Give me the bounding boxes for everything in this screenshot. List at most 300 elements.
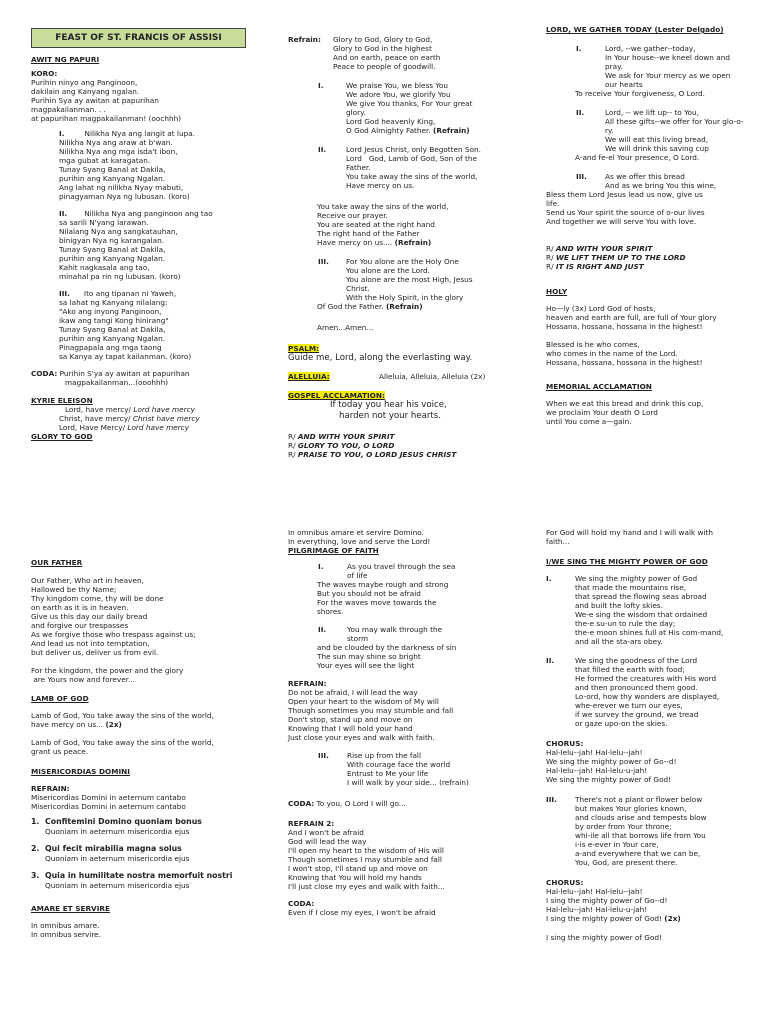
verse-line: We praise You, we bless You xyxy=(346,81,448,90)
lamb-line: grant us peace. xyxy=(31,747,89,756)
gospel-label: GOSPEL ACCLAMATION: xyxy=(288,391,385,400)
verse-number: II. xyxy=(59,209,68,218)
verse-number: III. xyxy=(546,795,557,804)
kyrie-heading: KYRIE ELEISON xyxy=(31,396,93,405)
verse-lines xyxy=(605,108,768,153)
verse-lines xyxy=(605,172,768,190)
coda-label: CODA: xyxy=(288,799,315,808)
numbered-verse-title xyxy=(31,817,266,827)
memorial-line: we proclaim Your death O Lord xyxy=(546,408,658,417)
verse-3 xyxy=(546,172,768,190)
continued-line: In everything, love and serve the Lord! xyxy=(288,537,431,546)
memorial-line: until You come a—gain. xyxy=(546,417,632,426)
refrain-line: And on earth, peace on earth xyxy=(333,53,441,62)
memorial-line: When we eat this bread and drink this cup, xyxy=(546,399,704,408)
lamb-line: Lamb of God, You take away the sins of the world, xyxy=(31,711,214,720)
verse-line: life. xyxy=(546,199,560,208)
verse-line: Entrust to Me your life xyxy=(347,769,429,778)
verse-lines xyxy=(347,625,518,643)
verse-line: Lord, -- we lift up-- to You, xyxy=(605,108,699,117)
verse-line: We sing the goodness of the Lord xyxy=(575,656,698,665)
koro-line: Purihin ninyo ang Panginoon, xyxy=(31,78,138,87)
verse-response: Quoniam in aeternum misericordia ejus xyxy=(45,854,190,863)
verse-number: I. xyxy=(59,129,65,138)
prayer-line: on earth as it is in heaven. xyxy=(31,603,129,612)
verse-lines xyxy=(31,298,261,361)
chorus-line: Hal-lelu--jah! Hal-lelu-u-jah! xyxy=(546,766,648,775)
verse-line: Have mercy on us.... xyxy=(317,238,395,247)
verse-line: glory. xyxy=(346,108,366,117)
verse-line: Tunay Syang Banal at Dakila, xyxy=(59,245,166,254)
refrain-line: Though sometimes you may stumble and fall xyxy=(288,706,454,715)
verse-line: O God Almighty Father. xyxy=(346,126,433,135)
lamb-line: Lamb of God, You take away the sins of the world, xyxy=(31,738,214,747)
verse-line: the-e moon shines full at His com-mand, xyxy=(575,628,724,637)
verse-line: We sing the mighty power of God xyxy=(575,574,698,583)
prayer-line: As we forgive those who trespass against us; xyxy=(31,630,196,639)
verse-line: a-and everywhere that we can be, xyxy=(575,849,701,858)
verse-number: III. xyxy=(318,751,329,760)
prayer-line xyxy=(31,657,266,666)
verse-line: that filled the earth with food; xyxy=(575,665,685,674)
alleluia xyxy=(288,372,518,381)
kyrie-line xyxy=(31,405,261,414)
verse-line: I will walk by your side... (refrain) xyxy=(347,778,469,787)
refrain-line: Though sometimes I may stumble and fall xyxy=(288,855,442,864)
koro-line: at papurihan magpakailanman! (oochhh) xyxy=(31,114,182,123)
kyrie-line xyxy=(31,423,261,432)
verse-line: that spread the flowing seas abroad xyxy=(575,592,707,601)
prayer-line: Thy kingdom come, thy will be done xyxy=(31,594,164,603)
psalm-text: Guide me, Lord, along the everlasting way. xyxy=(288,353,473,363)
verse-line: Send us Your spirit the source of o-our lives xyxy=(546,208,705,217)
prayer-line: are Yours now and forever... xyxy=(31,675,136,684)
response-text: AND WITH YOUR SPIRIT xyxy=(555,244,653,253)
verse-lines xyxy=(347,562,518,580)
verse-line: We adore You, we glorify You xyxy=(346,90,451,99)
verse-number: I. xyxy=(576,44,582,53)
refrain-line: I'll open my heart to the wisdom of His will xyxy=(288,846,444,855)
verse-line: For You alone are the Holy One xyxy=(346,257,459,266)
refrain-line: Knowing that I will hold your hand xyxy=(288,724,413,733)
verse-number: III. xyxy=(318,257,329,266)
gloria-verse-2 xyxy=(288,145,518,190)
verse-line: and then pronounced them good. xyxy=(575,683,698,692)
coda2-label: CODA: xyxy=(288,899,315,908)
verse-line: With courage face the world xyxy=(347,760,451,769)
memorial-lines xyxy=(546,399,768,426)
verse-lines xyxy=(346,257,518,302)
verse-lines xyxy=(605,44,768,89)
lamb-repeat: (2x) xyxy=(105,720,122,729)
verse-number: II. xyxy=(318,145,327,154)
chorus-line: We sing the mighty power of God! xyxy=(546,775,672,784)
refrain2-label: REFRAIN 2: xyxy=(288,819,335,828)
refrain-label: REFRAIN: xyxy=(31,784,70,793)
verse-lines xyxy=(347,751,518,787)
chorus-repeat: (2x) xyxy=(664,914,681,923)
verse-line: The sun may shine so bright xyxy=(317,652,421,661)
response-prefix: R/ xyxy=(288,432,298,441)
refrain-line: Don't stop, stand up and move on xyxy=(288,715,413,724)
verse-line: Bless them Lord Jesus lead us now, give us xyxy=(546,190,703,199)
lord-we-gather-section xyxy=(546,25,768,426)
verse-line: Nilikha Nya ang langit at lupa. xyxy=(84,129,195,138)
continued-lines xyxy=(288,528,518,546)
verse-line: sa lahat ng Kanyang nilalang: xyxy=(59,298,168,307)
verse-line: Kahit nagkasala ang tao, xyxy=(59,263,150,272)
chorus-label: CHORUS: xyxy=(546,878,584,887)
verse-lines xyxy=(575,795,768,867)
refrain-line: Just close your eyes and walk with faith. xyxy=(288,733,435,742)
mighty-power-section xyxy=(546,528,768,942)
verse-line: Lord God, Lamb of God, Son of the xyxy=(346,154,477,163)
chorus-line: We sing the mighty power of Go--d! xyxy=(546,757,677,766)
verse-line: Rise up from the fall xyxy=(347,751,421,760)
verse-number: II. xyxy=(318,625,327,634)
glory-heading: GLORY TO GOD xyxy=(31,432,93,441)
verse-line: Ito ang tipanan ni Yaweh, xyxy=(83,289,177,298)
amen: Amen...Amen... xyxy=(317,323,374,332)
refrain-line: Misericordias Domini in aeternum cantabo xyxy=(31,793,186,802)
coda-label: CODA: xyxy=(31,369,58,378)
alleluia-text: Alleluia, Alleluia, Alleluia (2x) xyxy=(379,372,486,381)
our-father-section xyxy=(31,558,266,939)
verse-number: 2. xyxy=(31,844,40,853)
verse-line: shores. xyxy=(317,607,344,616)
refrain-line: Knowing that You will hold my hands xyxy=(288,873,422,882)
chorus-lines xyxy=(546,748,768,784)
chorus-line: Hal-lelu--jah! Hal-lelu--jah! xyxy=(546,748,643,757)
misericordias-verses xyxy=(31,817,266,890)
awit-ng-papuri-section xyxy=(31,55,261,441)
verse-line: purihin ang Kanyang Ngalan. xyxy=(59,174,166,183)
gloria-section xyxy=(288,35,518,459)
verse-line: The right hand of the Father xyxy=(317,229,420,238)
refrain-lines xyxy=(288,35,518,71)
verse-number: I. xyxy=(318,562,324,571)
chorus-label: CHORUS: xyxy=(546,739,584,748)
verse-line: minahal pa rin ng lubusan. (koro) xyxy=(59,272,181,281)
kyrie-lines xyxy=(31,405,261,432)
verse-line: "Ako ang inyong Panginoon, xyxy=(59,307,162,316)
verse-line: sa sarili N'yang larawan. xyxy=(59,218,149,227)
verse-number: III. xyxy=(59,289,70,298)
response-text: AND WITH YOUR SPIRIT xyxy=(297,432,395,441)
verse-line: We-e sing the wisdom that ordained xyxy=(575,610,708,619)
verse-line: if we survey the ground, we tread xyxy=(575,710,699,719)
verse-lines xyxy=(575,574,768,646)
refrain-label: Refrain: xyxy=(288,35,321,44)
verse-line: You may walk through the xyxy=(347,625,443,634)
holy-lines xyxy=(546,304,768,367)
verse-line: Have mercy on us. xyxy=(346,181,415,190)
verse-line: Lo-ord, how thy wonders are displayed, xyxy=(575,692,720,701)
verse-line: Receive our prayer. xyxy=(317,211,388,220)
verse-line: He formed the creatures with His word xyxy=(575,674,717,683)
verse-line: purihin ang Kanyang Ngalan. xyxy=(59,334,166,343)
response-text: GLORY TO YOU, O LORD xyxy=(297,441,395,450)
response-prefix: R/ xyxy=(546,262,556,271)
verse-lines xyxy=(288,643,518,670)
refrain-line: Misericordias Domini in aeternum cantabo xyxy=(31,802,186,811)
psalm xyxy=(288,344,518,364)
memorial-heading: MEMORIAL ACCLAMATION xyxy=(546,382,652,391)
verse-number: II. xyxy=(546,656,555,665)
verse-lines xyxy=(346,81,518,126)
prayer-line: and forgive our trespasses xyxy=(31,621,129,630)
kyrie-call: Christ, have mercy/ xyxy=(59,414,133,423)
section-heading: LORD, WE GATHER TODAY (Lester Delgado) xyxy=(546,25,724,34)
response-line xyxy=(288,450,518,459)
verse-number: III. xyxy=(576,172,587,181)
verse-line: Nilikha Nya ang mga isda't ibon, xyxy=(59,147,178,156)
verse-3 xyxy=(546,795,768,867)
verse-lines xyxy=(31,218,261,281)
pilgrimage-heading: PILGRIMAGE OF FAITH xyxy=(288,546,379,555)
verse-line: Christ. xyxy=(346,284,370,293)
page-title: FEAST OF ST. FRANCIS OF ASSISI xyxy=(31,28,246,48)
verse-line: but makes Your glories known, xyxy=(575,804,687,813)
koro-line: Purihin Sya ay awitan at papurihan xyxy=(31,96,159,105)
verse-3 xyxy=(31,289,261,361)
verse-title: Qui fecit mirabilia magna solus xyxy=(45,844,182,853)
verse-lines xyxy=(31,138,261,201)
kyrie-line xyxy=(31,414,261,423)
verse-line: Of God the Father. xyxy=(317,302,386,311)
pilgrimage-section xyxy=(288,528,518,917)
refrain-label: REFRAIN: xyxy=(288,679,327,688)
response-text: PRAISE TO YOU, O LORD JESUS CHRIST xyxy=(297,450,457,459)
verse-line: All these gifts--we offer for Your glo-o- xyxy=(605,117,744,126)
chorus-lines xyxy=(546,887,768,914)
chorus-line: I sing the mighty power of God! xyxy=(546,914,665,923)
verse-line: You, God, are present there. xyxy=(575,858,678,867)
verse-number: 1. xyxy=(31,817,40,826)
response-text: WE LIFT THEM UP TO THE LORD xyxy=(555,253,686,262)
gloria-verse-1 xyxy=(288,81,518,135)
amare-lines xyxy=(31,921,266,939)
verse-line: For the waves move towards the xyxy=(317,598,437,607)
lamb-heading: LAMB OF GOD xyxy=(31,694,89,703)
verse-line: We ask for Your mercy as we open xyxy=(605,71,731,80)
numbered-verse xyxy=(31,817,266,836)
response-line xyxy=(546,262,768,271)
refrain-line: Peace to people of goodwill. xyxy=(333,62,436,71)
holy-line xyxy=(546,331,768,340)
prayer-line: Our Father, Who art in heaven, xyxy=(31,576,144,585)
verse-line: As you travel through the sea xyxy=(347,562,456,571)
koro-line: magpakailanman. . . xyxy=(31,105,106,114)
prayer-line: For the kingdom, the power and the glory xyxy=(31,666,184,675)
refrain-line: I'll just close my eyes and walk with faith... xyxy=(288,882,445,891)
verse-line: sa Kanya ay tapat kailanman. (koro) xyxy=(59,352,192,361)
holy-line: Ho—ly (3x) Lord God of hosts, xyxy=(546,304,656,313)
verse-line: With the Holy Spirit, in the glory xyxy=(346,293,464,302)
verse-line: Lord God heavenly King, xyxy=(346,117,436,126)
holy-line: heaven and earth are full, are full of Your glory xyxy=(546,313,717,322)
verse-lines xyxy=(317,202,518,238)
coda2-text: Even if I close my eyes, I won't be afraid xyxy=(288,908,436,917)
verse-line: Your eyes will see the light xyxy=(317,661,415,670)
continued-line: In omnibus amare et servire Domino. xyxy=(288,528,424,537)
responses xyxy=(546,244,768,271)
verse-line: ry. xyxy=(605,126,614,135)
verse-line: You are seated at the right hand xyxy=(317,220,435,229)
verse-line: Tunay Syang Banal at Dakila, xyxy=(59,165,166,174)
verse-line: and be clouded by the darkness of sin xyxy=(317,643,457,652)
kyrie-response: Lord have mercy xyxy=(127,423,190,432)
refrain-line: Open your heart to the wisdom of My will xyxy=(288,697,439,706)
kyrie-response: Lord have mercy xyxy=(133,405,195,414)
verse-lines xyxy=(546,190,768,226)
verse-line: The waves maybe rough and strong xyxy=(317,580,449,589)
refrain-line: I won't stop, I'll stand up and move on xyxy=(288,864,428,873)
response-prefix: R/ xyxy=(546,253,556,262)
refrain-tag: (Refrain) xyxy=(433,126,470,135)
verse-line: In Your house--we kneel down and xyxy=(605,53,730,62)
response-prefix: R/ xyxy=(288,441,298,450)
verse-line: You take away the sins of the world, xyxy=(317,202,449,211)
prayer-line: Give us this day our daily bread xyxy=(31,612,148,621)
verse-number: II. xyxy=(576,108,585,117)
verse-response: Quoniam in aeternum misericordia ejus xyxy=(45,827,190,836)
refrain2-lines xyxy=(288,828,518,891)
koro-line: dakilain ang Kanyang ngalan. xyxy=(31,87,140,96)
psalm-label: PSALM: xyxy=(288,344,320,353)
verse-line: purihin ang Kanyang Ngalan. xyxy=(59,254,166,263)
verse-line: Nilalang Nya ang sangkatauhan, xyxy=(59,227,178,236)
response-prefix: R/ xyxy=(546,244,556,253)
verse-2 xyxy=(546,656,768,728)
verse-line: And together we will serve You with love. xyxy=(546,217,697,226)
verse-2 xyxy=(31,209,261,281)
holy-line: who comes in the name of the Lord. xyxy=(546,349,678,358)
verse-line: that made the mountains rise, xyxy=(575,583,687,592)
holy-line: Hossana, hossana, hossana in the highest! xyxy=(546,322,703,331)
verse-line: You take away the sins of the world, xyxy=(346,172,478,181)
verse-line: We give You thanks, For Your great xyxy=(346,99,473,108)
response-text: IT IS RIGHT AND JUST xyxy=(555,262,644,271)
prayer-line: And lead us not into temptation, xyxy=(31,639,150,648)
verse-title: Confitemini Domino quoniam bonus xyxy=(45,817,202,826)
verse-line: our hearts xyxy=(605,80,643,89)
verse-line: and built the lofty skies. xyxy=(575,601,663,610)
verse-line: whi-ile all that borrows life from You xyxy=(575,831,706,840)
response-prefix: R/ xyxy=(288,450,298,459)
koro-lines xyxy=(31,78,261,123)
chorus-line: Hal-lelu--jah! Hal-lelu-u-jah! xyxy=(546,905,648,914)
refrain-line: Glory to God in the highest xyxy=(333,44,432,53)
verse-line: You alone are the most High, Jesus xyxy=(346,275,473,284)
amare-line: In omnibus servire. xyxy=(31,930,101,939)
verse-number: I. xyxy=(318,81,324,90)
our-father-heading: OUR FATHER xyxy=(31,558,83,567)
verse-lines xyxy=(346,145,518,190)
verse-line: Ang lahat ng nilikha Nyay mabuti, xyxy=(59,183,184,192)
coda-line: Purihin S'ya ay awitan at papurihan xyxy=(59,369,190,378)
refrain-lines xyxy=(31,793,266,811)
verse-line: But you should not be afraid xyxy=(317,589,421,598)
numbered-verse xyxy=(31,871,266,890)
chorus-line: Hal-lelu--jah! Hal-lelu--jah! xyxy=(546,887,643,896)
verse-line: Nilikha Nya ang panginoon ang tao xyxy=(84,209,213,218)
verse-line: Lord, --we gather--today, xyxy=(605,44,696,53)
verse-line: You alone are the Lord. xyxy=(346,266,430,275)
amare-heading: AMARE ET SERVIRE xyxy=(31,904,111,913)
verse-line: A-and fe-el Your presence, O Lord. xyxy=(575,153,700,162)
numbered-verse-title xyxy=(31,844,266,854)
response-line xyxy=(288,432,518,441)
koro-label: KORO: xyxy=(31,69,58,78)
refrain-line: God will lead the way xyxy=(288,837,367,846)
holy-line: Hossana, hossana, hossana in the highest! xyxy=(546,358,703,367)
verse-line: Father. xyxy=(346,163,371,172)
verse-lines xyxy=(288,580,518,616)
verse-line: We will eat this living bread, xyxy=(605,135,709,144)
gloria-verse-3 xyxy=(288,202,518,247)
response-line xyxy=(546,244,768,253)
verse-line: We will drink this saving cup xyxy=(605,144,709,153)
prayer-line: but deliver us, deliver us from evil. xyxy=(31,648,159,657)
verse-line: storm xyxy=(347,634,369,643)
verse-line: Pinagpapala ang mga taong xyxy=(59,343,162,352)
gospel-line: harden not your hearts. xyxy=(339,411,441,421)
verse-1 xyxy=(288,562,518,580)
verse-line: binigyan Nya ng karangalan. xyxy=(59,236,165,245)
continued-line: faith... xyxy=(546,537,570,546)
gospel-acclamation xyxy=(288,391,518,422)
verse-1 xyxy=(31,129,261,201)
kyrie-call: Lord, Have Mercy/ xyxy=(59,423,128,432)
verse-line: or gaze upo-on the skies. xyxy=(575,719,668,728)
verse-line: pray. xyxy=(605,62,623,71)
response-line xyxy=(546,253,768,262)
refrain-lines xyxy=(288,688,518,742)
verse-line: As we offer this bread xyxy=(605,172,685,181)
verse-line: Lord Jesus Christ, only Begotten Son. xyxy=(346,145,482,154)
holy-heading: HOLY xyxy=(546,287,568,296)
verse-response: Quoniam in aeternum misericordia ejus xyxy=(45,881,190,890)
amare-line: In omnibus amare. xyxy=(31,921,100,930)
response-line xyxy=(288,441,518,450)
kyrie-call: Lord, have mercy/ xyxy=(65,405,134,414)
verse-lines xyxy=(575,656,768,728)
verse-number: I. xyxy=(546,574,552,583)
verse-line: To receive Your forgiveness, O Lord. xyxy=(575,89,705,98)
holy-line: Blessed is he who comes, xyxy=(546,340,640,349)
alleluia-label: ALELLUIA: xyxy=(288,372,330,381)
coda-line: magpakailanman...(ooohhh) xyxy=(65,378,169,387)
verse-line: by order from Your throne; xyxy=(575,822,672,831)
verse-3 xyxy=(288,751,518,787)
refrain-line: Glory to God, Glory to God, xyxy=(333,35,433,44)
kyrie-response: Christ have mercy xyxy=(132,414,200,423)
verse-line: pinagyaman Nya ng lubusan. (koro) xyxy=(59,192,190,201)
gloria-verse-4 xyxy=(288,257,518,302)
verse-line: Tunay Syang Banal at Dakila, xyxy=(59,325,166,334)
our-father-lines xyxy=(31,576,266,684)
mighty-power-heading: I/WE SING THE MIGHTY POWER OF GOD xyxy=(546,557,708,566)
verse-line: whe-erever we turn our eyes, xyxy=(575,701,683,710)
verse-1 xyxy=(546,44,768,89)
verse-number: 3. xyxy=(31,871,40,880)
verse-2 xyxy=(288,625,518,643)
final-line: I sing the mighty power of God! xyxy=(546,933,662,942)
gospel-line: If today you hear his voice, xyxy=(330,400,447,410)
verse-line: and all the sta-ars obey. xyxy=(575,637,663,646)
continued-lines xyxy=(546,528,768,546)
